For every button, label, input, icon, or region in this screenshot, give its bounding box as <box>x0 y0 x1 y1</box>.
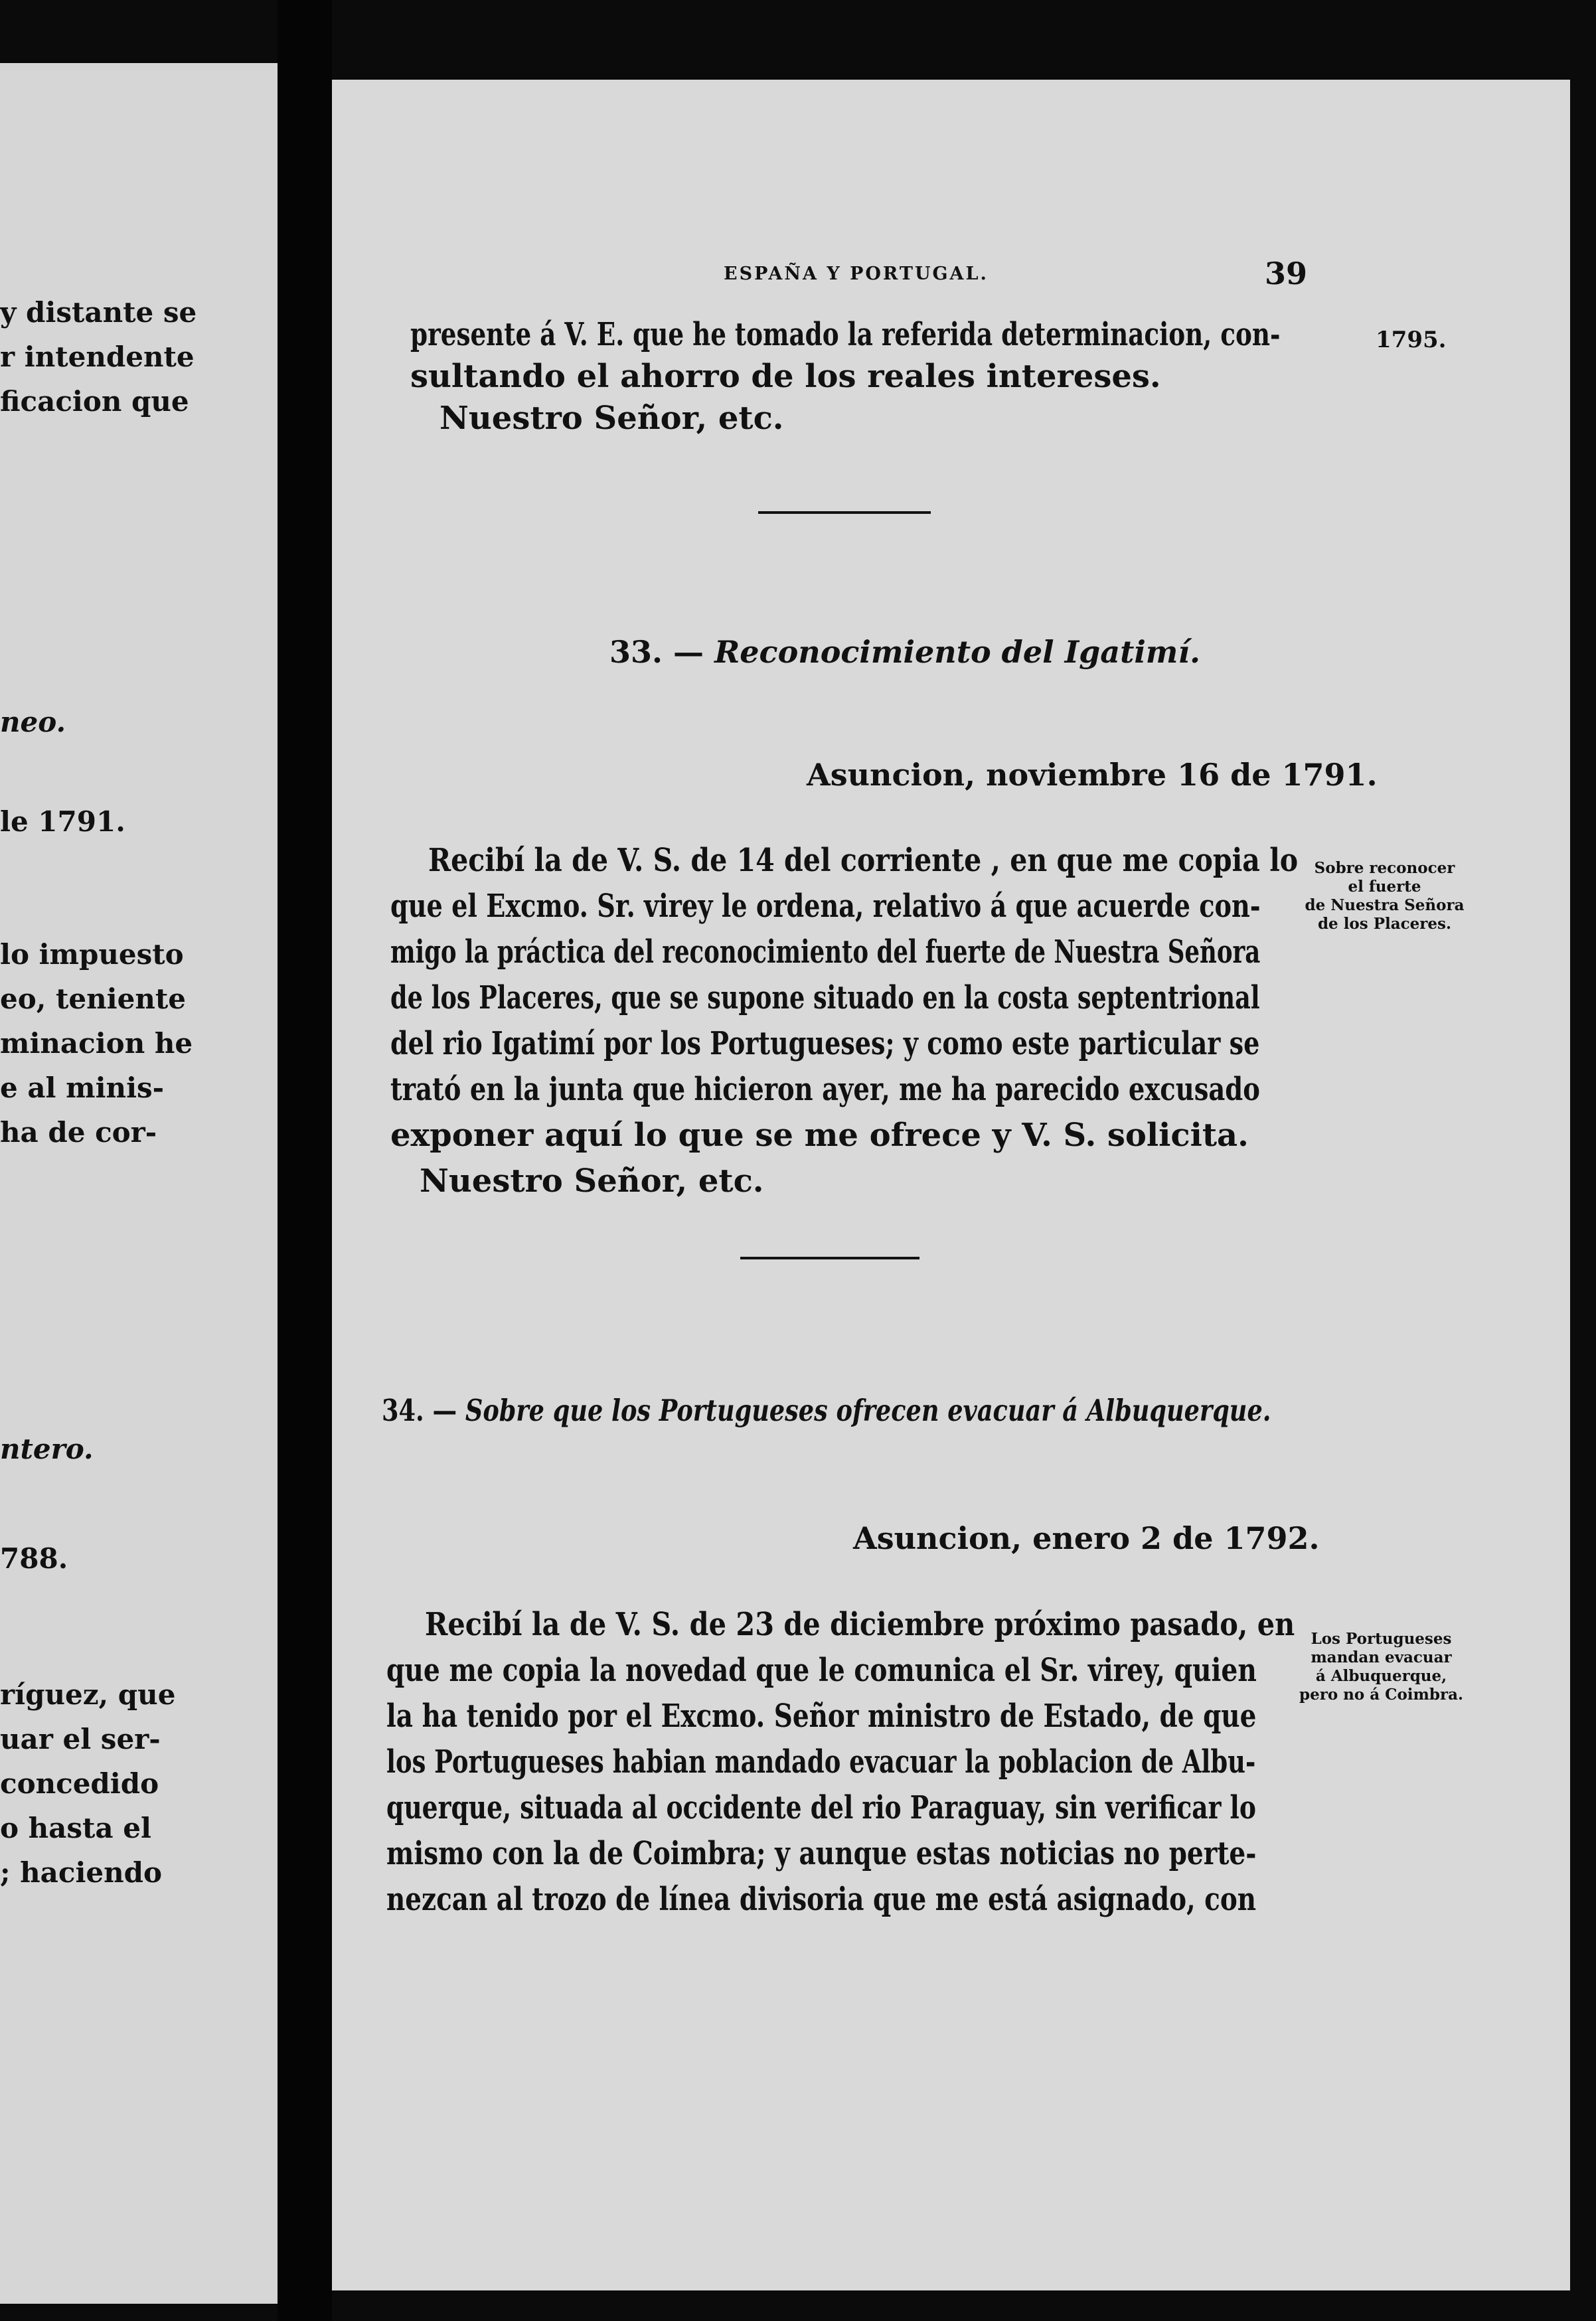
section-divider <box>758 511 931 514</box>
margin-note-line: Sobre reconocer <box>1314 859 1455 877</box>
body-line: mismo con la de Coimbra; y aunque estas noticias no perte- <box>386 1835 1257 1872</box>
section-divider <box>740 1257 919 1259</box>
margin-note-line: de los Placeres. <box>1317 915 1452 933</box>
left-fragment: ríguez, que <box>0 1678 176 1711</box>
dateline: Asuncion, enero 2 de 1792. <box>853 1520 1320 1556</box>
section-number: 33. — <box>609 634 704 670</box>
margin-note-line: á Albuquerque, <box>1315 1667 1447 1685</box>
body-line: del rio Igatimí por los Portugueses; y como este particular se <box>390 1025 1260 1062</box>
body-line: los Portugueses habian mandado evacuar la poblacion de Albu- <box>386 1743 1256 1781</box>
body-line: exponer aquí lo que se me ofrece y V. S. solicita. <box>390 1117 1249 1154</box>
left-fragment: ; haciendo <box>0 1856 163 1889</box>
signoff: Nuestro Señor, etc. <box>420 1162 764 1200</box>
body-line: migo la práctica del reconocimiento del fuerte de Nuestra Señora <box>390 933 1261 971</box>
left-fragment: e al minis- <box>0 1072 165 1104</box>
margin-note-line: de Nuestra Señora <box>1305 896 1465 914</box>
body-line: sultando el ahorro de los reales intereses. <box>410 358 1161 395</box>
section-number: 34. — <box>382 1393 457 1428</box>
section-heading: Sobre que los Portugueses ofrecen evacuar á Albuquerque. <box>465 1393 1271 1428</box>
left-fragment: r intendente <box>0 341 195 373</box>
margin-note <box>1287 1630 1476 1704</box>
left-fragment: 788. <box>0 1542 68 1575</box>
body-line: trató en la junta que hicieron ayer, me ha parecido excusado <box>390 1071 1260 1108</box>
section-33-title <box>609 634 1200 670</box>
left-fragment: o hasta el <box>0 1812 151 1844</box>
page-number: 39 <box>1265 256 1308 291</box>
left-fragment: ficacion que <box>0 385 189 418</box>
margin-note-line: Los Portugueses <box>1311 1630 1452 1648</box>
left-fragment: ntero. <box>0 1433 94 1465</box>
margin-note-line: mandan evacuar <box>1311 1648 1452 1666</box>
signoff: Nuestro Señor, etc. <box>439 400 784 437</box>
book-gutter <box>278 0 332 2321</box>
left-fragment: neo. <box>0 706 66 738</box>
running-title: ESPAÑA Y PORTUGAL. <box>724 264 989 284</box>
section-heading: Reconocimiento del Igatimí. <box>714 634 1200 670</box>
body-line: nezcan al trozo de línea divisoria que me está asignado, con <box>386 1881 1257 1918</box>
margin-note-line: pero no á Coimbra. <box>1299 1686 1463 1704</box>
left-fragment: minacion he <box>0 1027 193 1060</box>
left-fragment: eo, teniente <box>0 983 186 1015</box>
left-fragment: y distante se <box>0 296 197 329</box>
left-fragment: concedido <box>0 1767 159 1800</box>
facing-page-left <box>0 63 278 2304</box>
left-fragment: lo impuesto <box>0 938 184 971</box>
body-line: que me copia la novedad que le comunica el Sr. virey, quien <box>386 1652 1257 1689</box>
left-fragment: le 1791. <box>0 805 125 838</box>
body-line: Recibí la de V. S. de 14 del corriente , en que me copia lo <box>428 842 1299 879</box>
margin-note <box>1303 859 1466 933</box>
body-line: que el Excmo. Sr. virey le ordena, relativo á que acuerde con- <box>390 888 1261 925</box>
margin-year: 1795. <box>1376 327 1447 353</box>
section-34-title <box>382 1393 1271 1428</box>
margin-note-line: el fuerte <box>1348 878 1421 896</box>
body-line: presente á V. E. que he tomado la referida determinacion, con- <box>410 316 1281 353</box>
body-line: querque, situada al occidente del rio Paraguay, sin verificar lo <box>386 1789 1256 1826</box>
body-line: de los Placeres, que se supone situado en la costa septentrional <box>390 979 1260 1016</box>
left-fragment: uar el ser- <box>0 1723 161 1755</box>
dateline: Asuncion, noviembre 16 de 1791. <box>807 757 1378 793</box>
body-line: la ha tenido por el Excmo. Señor ministro de Estado, de que <box>386 1698 1257 1735</box>
body-line: Recibí la de V. S. de 23 de diciembre próximo pasado, en <box>425 1606 1295 1643</box>
left-fragment: ha de cor- <box>0 1116 157 1149</box>
